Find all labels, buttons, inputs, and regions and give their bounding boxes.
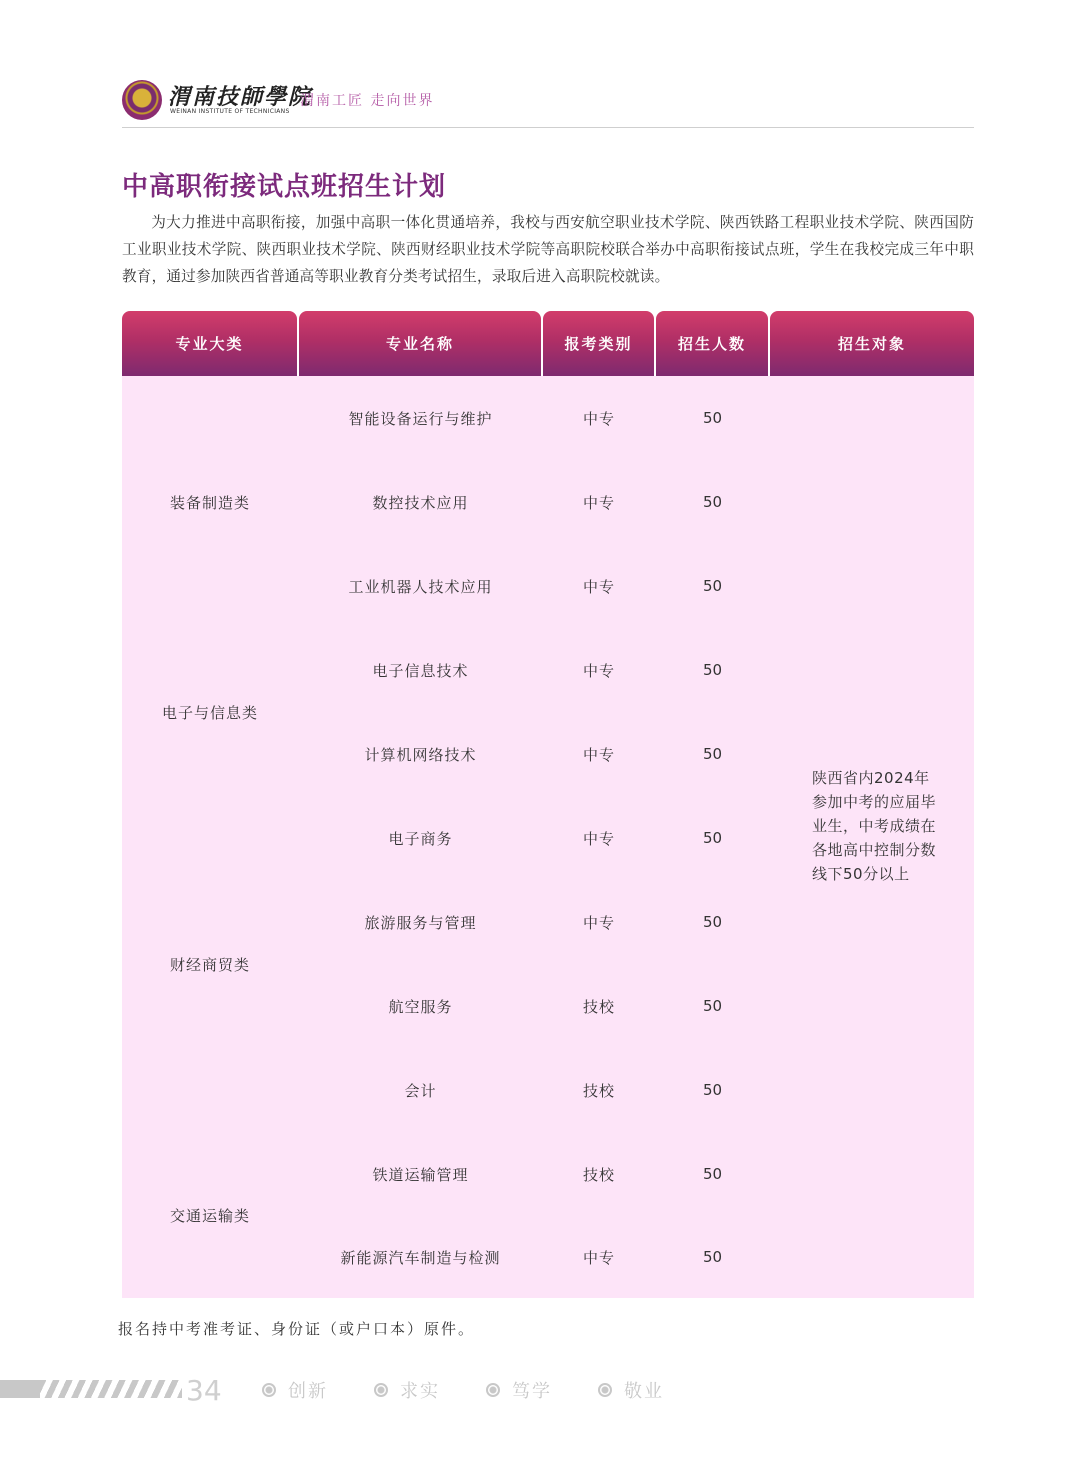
table-row-name: 计算机网络技术 xyxy=(364,745,477,764)
table-row-name: 工业机器人技术应用 xyxy=(348,577,493,596)
table-row-type: 中专 xyxy=(582,829,615,848)
motto-label: 创新 xyxy=(288,1381,328,1402)
enrollment-table xyxy=(122,311,974,1298)
table-row-type: 中专 xyxy=(582,745,615,764)
group-finance: 财经商贸类 xyxy=(169,955,250,974)
table-row-count: 50 xyxy=(702,1165,723,1183)
motto-item xyxy=(598,1377,664,1403)
table-body xyxy=(122,376,974,1298)
page-title: 中高职衔接试点班招生计划 xyxy=(122,172,447,202)
motto-item xyxy=(486,1377,552,1403)
header-divider xyxy=(122,127,974,128)
table-row-type: 中专 xyxy=(582,661,615,680)
table-row-name: 电子商务 xyxy=(388,829,453,848)
header-slogan: 渭南工匠 走向世界 xyxy=(300,93,435,109)
table-row-name: 旅游服务与管理 xyxy=(364,913,477,932)
circle-dot-icon xyxy=(598,1383,612,1397)
table-row-type: 中专 xyxy=(582,913,615,932)
table-row-name: 新能源汽车制造与检测 xyxy=(340,1248,501,1267)
circle-dot-icon xyxy=(262,1383,276,1397)
table-row-count: 50 xyxy=(702,745,723,763)
footer-stripe-solid xyxy=(0,1380,40,1398)
motto-item xyxy=(262,1377,328,1403)
target-description: 陕西省内2024年参加中考的应届毕业生，中考成绩在各地高中控制分数线下50分以上 xyxy=(812,769,937,883)
table-row-count: 50 xyxy=(702,997,723,1015)
header-major: 专业名称 xyxy=(299,311,541,376)
header-category: 专业大类 xyxy=(122,311,297,376)
circle-dot-icon xyxy=(374,1383,388,1397)
intro-paragraph: 为大力推进中高职衔接，加强中高职一体化贯通培养，我校与西安航空职业技术学院、陕西铁路工程职业技术学院、陕西国防工业职业技术学院、陕西职业技术学院、陕西财经职业技术学院等高职院校联合举办中高职衔接试点班，学生在我校完成三年中职教育，通过参加陕西省普通高等职业教育分类考试招生，录取后进入高职院校就读。 xyxy=(122,214,974,285)
table-row-count: 50 xyxy=(702,913,723,931)
motto-label: 求实 xyxy=(400,1381,440,1402)
table-row-type: 中专 xyxy=(582,577,615,596)
table-row-count: 50 xyxy=(702,829,723,847)
page-header xyxy=(122,76,974,128)
header-type: 报考类别 xyxy=(543,311,654,376)
page-footer xyxy=(0,1374,1080,1407)
school-name: 渭南技師學院 xyxy=(168,84,313,110)
table-row-name: 电子信息技术 xyxy=(372,661,469,680)
table-row-count: 50 xyxy=(702,1248,723,1266)
circle-dot-icon xyxy=(486,1383,500,1397)
table-row-name: 铁道运输管理 xyxy=(372,1165,469,1184)
school-name-en: WEINAN INSTITUTE OF TECHNICIANS xyxy=(170,108,290,115)
group-electronics: 电子与信息类 xyxy=(161,703,258,722)
school-logo xyxy=(122,80,162,120)
table-row-name: 数控技术应用 xyxy=(372,493,469,512)
table-row-count: 50 xyxy=(702,577,723,595)
group-equipment: 装备制造类 xyxy=(169,493,250,512)
table-row-type: 中专 xyxy=(582,1248,615,1267)
table-row-type: 技校 xyxy=(582,1081,615,1100)
table-row-type: 技校 xyxy=(582,1165,615,1184)
motto-item xyxy=(374,1377,440,1403)
group-transport: 交通运输类 xyxy=(169,1206,250,1225)
header-target: 招生对象 xyxy=(770,311,974,376)
table-row-type: 中专 xyxy=(582,493,615,512)
table-row-type: 技校 xyxy=(582,997,615,1016)
table-header xyxy=(122,311,974,376)
table-row-name: 智能设备运行与维护 xyxy=(348,409,493,428)
table-row-count: 50 xyxy=(702,661,723,679)
page-number: 34 xyxy=(186,1374,222,1407)
header-count: 招生人数 xyxy=(656,311,768,376)
motto-label: 敬业 xyxy=(624,1381,664,1402)
motto-label: 笃学 xyxy=(512,1381,552,1402)
table-row-type: 中专 xyxy=(582,409,615,428)
table-row-name: 会计 xyxy=(404,1081,437,1100)
table-row-name: 航空服务 xyxy=(388,997,453,1016)
table-row-count: 50 xyxy=(702,409,723,427)
table-row-count: 50 xyxy=(702,1081,723,1099)
table-row-count: 50 xyxy=(702,493,723,511)
registration-note: 报名持中考准考证、身份证（或户口本）原件。 xyxy=(118,1320,476,1338)
